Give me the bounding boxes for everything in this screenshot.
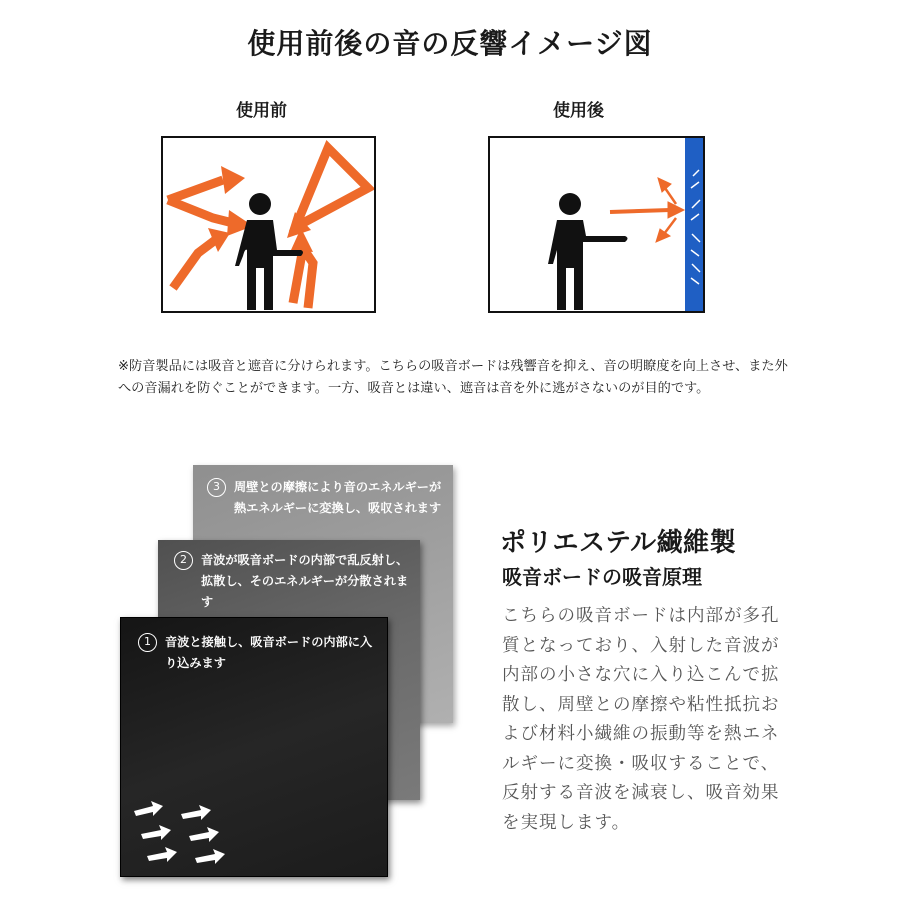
step-1-number: 1 <box>138 633 157 652</box>
step-3 <box>207 477 447 519</box>
incoming-arrow-icon <box>131 796 241 866</box>
page-title: 使用前後の音の反響イメージ図 <box>247 27 653 60</box>
step-1-text: 音波と接触し、吸音ボードの内部に入り込みます <box>165 635 373 670</box>
before-diagram <box>161 136 376 313</box>
before-diagram-svg <box>163 138 376 313</box>
step-2-text: 音波が吸音ボードの内部で乱反射し、拡散し、そのエネルギーが分散されます <box>201 553 409 609</box>
section-subheading: 吸音ボードの吸音原理 <box>502 565 702 589</box>
section-description: こちらの吸音ボードは内部が多孔質となっており、入射した音波が内部の小さな穴に入り込こんで拡散し、周壁との摩擦や粘性抵抗および材料小繊維の振動等を熱エネルギーに変換・吸収することで、反射する音波を減衰し、吸音効果を実現します。 <box>502 606 780 833</box>
step-3-number: 3 <box>207 478 226 497</box>
layer-1 <box>120 617 388 877</box>
after-diagram <box>488 136 705 313</box>
note-text: ※防音製品には吸音と遮音に分けられます。こちらの吸音ボードは残響音を抑え、音の明瞭度を向上させ、また外への音漏れを防ぐことができます。一方、吸音とは違い、遮音は音を外に逃がさないのが目的です。 <box>118 359 788 396</box>
sound-arrow-icon <box>610 178 684 242</box>
step-3-text: 周壁との摩擦により音のエネルギーが熱エネルギーに変換し、吸収されます <box>234 480 442 515</box>
step-1 <box>138 632 378 674</box>
section-heading: ポリエステル繊維製 <box>500 528 737 558</box>
before-label: 使用前 <box>236 101 287 121</box>
absorb-panel <box>685 138 705 313</box>
after-diagram-svg <box>490 138 705 313</box>
step-2-number: 2 <box>174 551 193 570</box>
step-2 <box>174 550 414 613</box>
after-label: 使用後 <box>553 101 604 121</box>
